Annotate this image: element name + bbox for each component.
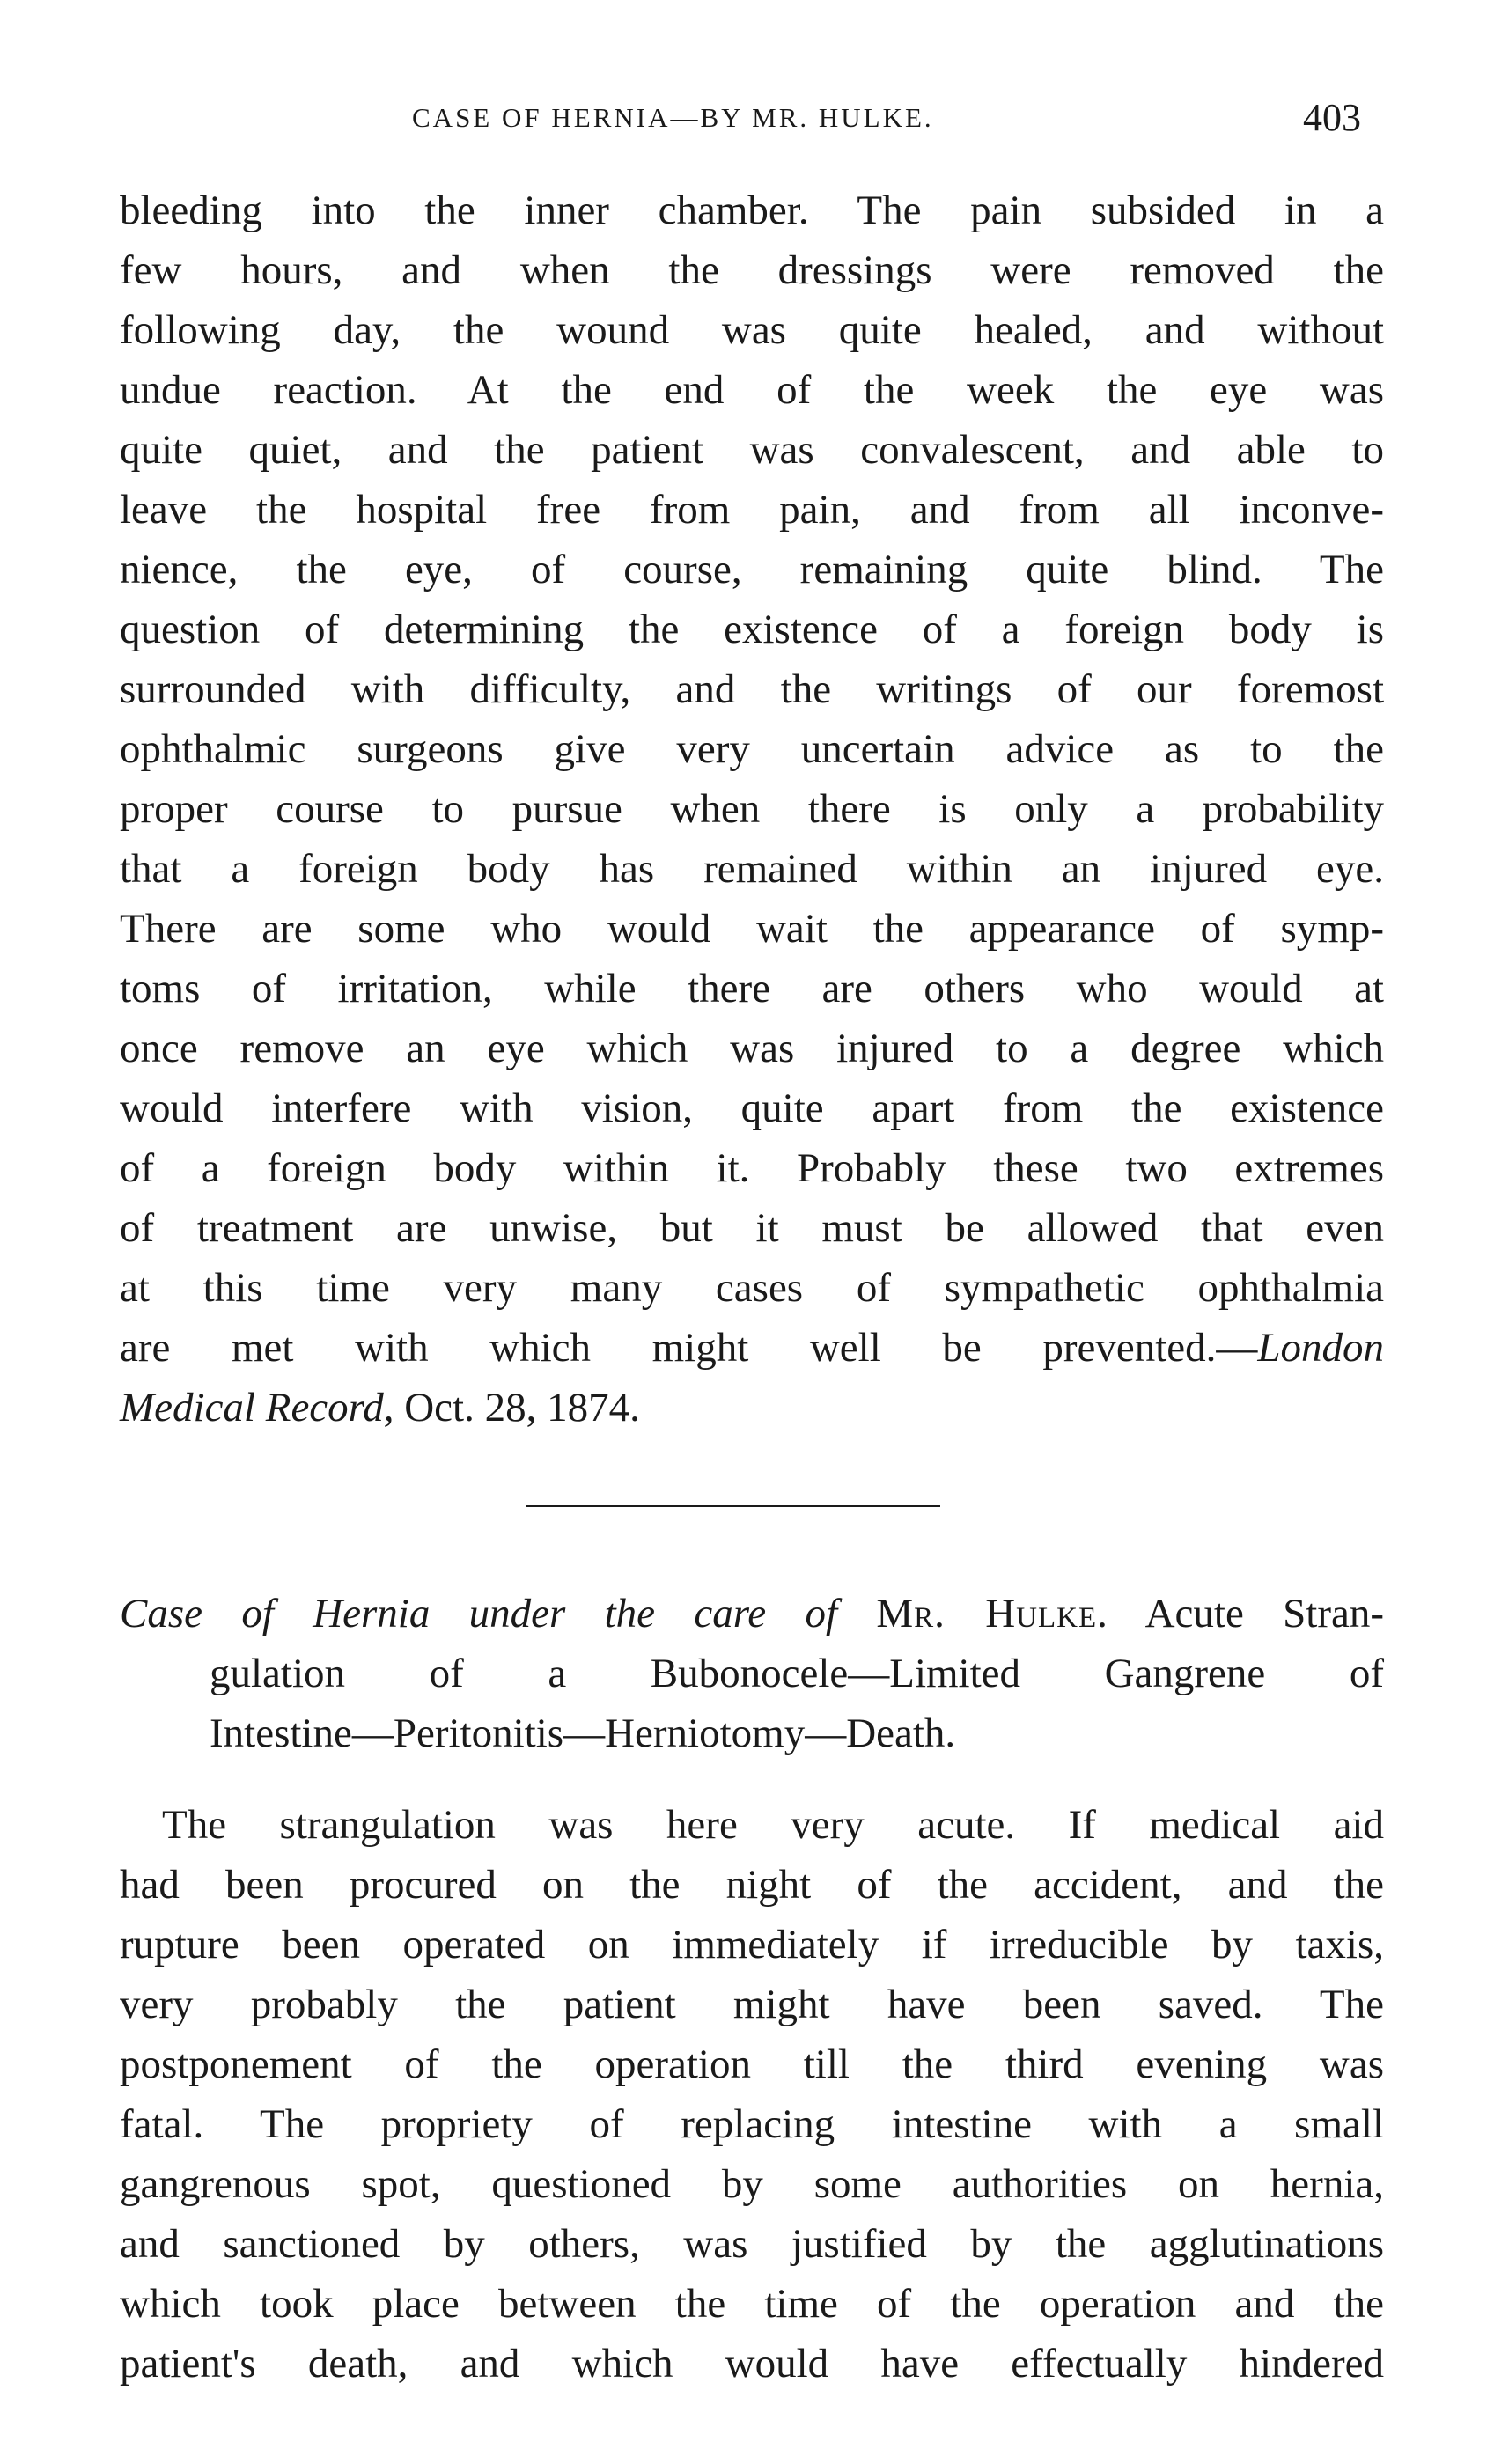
text-line: very probably the patient might have been saved. The	[120, 1982, 1384, 2027]
text-line: fatal. The propriety of replacing intestine with a small	[120, 2101, 1384, 2147]
text-line: quite quiet, and the patient was convalescent, and able to	[120, 427, 1384, 473]
text-line: that a foreign body has remained within an injured eye.	[120, 846, 1384, 892]
text-line: of a foreign body within it. Probably these two extremes	[120, 1145, 1384, 1191]
text-line: The strangulation was here very acute. If medical aid	[162, 1802, 1384, 1848]
text-line: would interfere with vision, quite apart from the existence	[120, 1085, 1384, 1131]
text-line: rupture been operated on immediately if irreducible by taxis,	[120, 1922, 1384, 1968]
text-line: proper course to pursue when there is only a probability	[120, 786, 1384, 832]
text-line	[120, 1319, 1384, 1377]
text-line: gangrenous spot, questioned by some authorities on hernia,	[120, 2161, 1384, 2207]
text-line: surrounded with difficulty, and the writings of our foremost	[120, 666, 1384, 712]
heading-line-three: Intestine—Peritonitis—Herniotomy—Death.	[210, 1710, 956, 1756]
text-line: few hours, and when the dressings were removed the	[120, 247, 1384, 293]
text-line-body: are met with which might well be prevented.—	[120, 1325, 1258, 1371]
text-line: There are some who would wait the appearance of symp-	[120, 906, 1384, 952]
text-line: and sanctioned by others, was justified by the agglutinations	[120, 2221, 1384, 2267]
text-line: of treatment are unwise, but it must be allowed that even	[120, 1205, 1384, 1251]
text-line: once remove an eye which was injured to a degree which	[120, 1026, 1384, 1071]
text-line: patient's death, and which would have effectually hindered	[120, 2341, 1384, 2387]
text-line: postponement of the operation till the third evening was	[120, 2041, 1384, 2087]
heading-line-one	[120, 1585, 1384, 1643]
page-header	[0, 95, 1494, 148]
section-divider	[526, 1505, 940, 1507]
citation-line	[120, 1379, 1384, 1437]
source-title-part-one: London	[1257, 1325, 1384, 1371]
text-line: toms of irritation, while there are others who would at	[120, 966, 1384, 1011]
text-line: question of determining the existence of a foreign body is	[120, 607, 1384, 652]
text-line: which took place between the time of the operation and the	[120, 2281, 1384, 2327]
text-line: had been procured on the night of the accident, and the	[120, 1862, 1384, 1908]
heading-surgeon: Mr. Hulke.	[876, 1591, 1108, 1637]
heading-line-two: gulation of a Bubonocele—Limited Gangrene of	[210, 1651, 1384, 1696]
source-date: Oct. 28, 1874.	[394, 1385, 640, 1431]
text-line: undue reaction. At the end of the week the eye was	[120, 367, 1384, 413]
text-line: at this time very many cases of sympathetic ophthalmia	[120, 1265, 1384, 1311]
text-line: ophthalmic surgeons give very uncertain advice as to the	[120, 726, 1384, 772]
page-number: 403	[1303, 96, 1361, 139]
text-line: nience, the eye, of course, remaining quite blind. The	[120, 547, 1384, 592]
heading-subject: Acute Stran-	[1108, 1591, 1384, 1637]
heading-italic: Case of Hernia under the care of	[120, 1591, 877, 1637]
running-head: CASE OF HERNIA—BY MR. HULKE.	[412, 102, 934, 133]
source-title-part-two: Medical Record,	[120, 1385, 394, 1431]
text-line: leave the hospital free from pain, and from all inconve-	[120, 487, 1384, 533]
text-line: bleeding into the inner chamber. The pain subsided in a	[120, 188, 1384, 233]
text-line: following day, the wound was quite healed, and without	[120, 307, 1384, 353]
